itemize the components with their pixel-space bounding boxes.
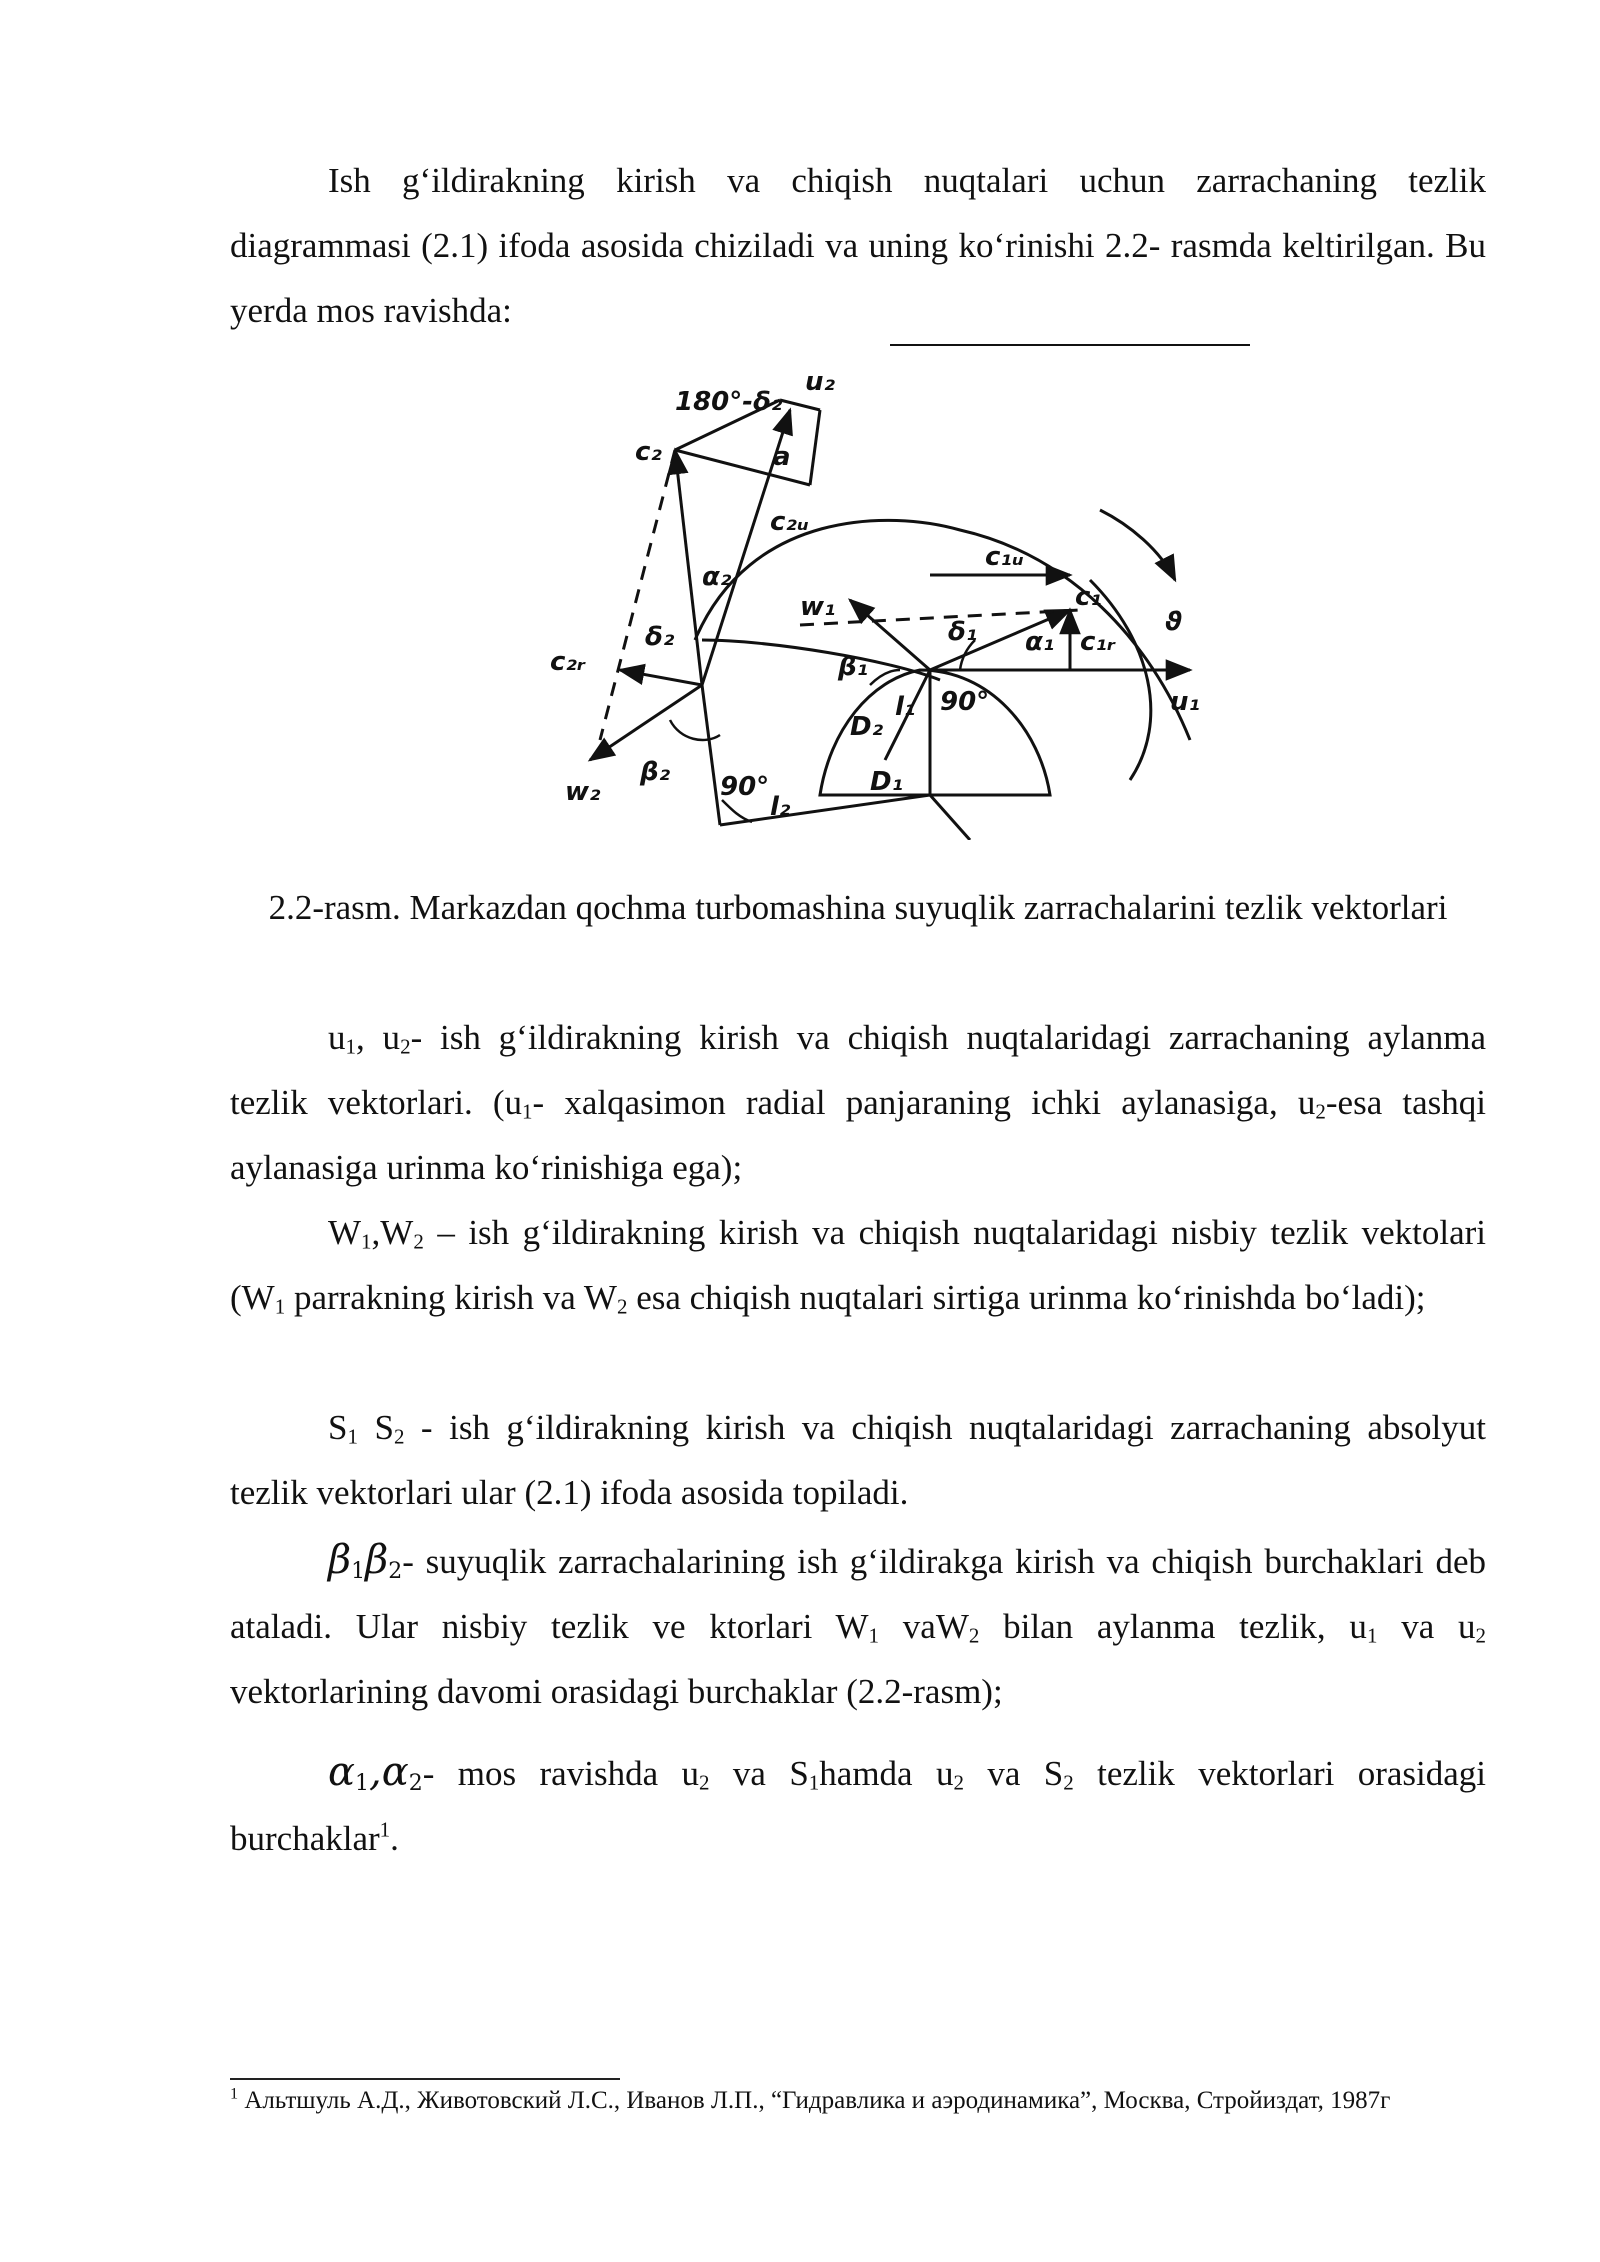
label-c1: c₁	[1075, 582, 1102, 612]
top-rect-b	[780, 400, 820, 410]
label-w1: w₁	[800, 592, 836, 622]
label-angle-top: 180°-δ₂	[675, 387, 783, 417]
label-l2: l₂	[770, 792, 791, 822]
alpha2-symbol: $\alpha_2$	[381, 1749, 423, 1796]
label-w2: w₂	[565, 777, 601, 807]
top-rect-c	[810, 410, 820, 485]
label-l1: l₁	[895, 692, 916, 722]
label-D1: D₁	[870, 767, 903, 797]
deg90-arc	[722, 800, 752, 822]
c2-vector	[675, 450, 702, 685]
label-delta2: δ₂	[645, 622, 675, 652]
paragraph-w-vectors: $W_1,W_2$ – ish g‘ildirakning kirish va chiqish nuqtalaridagi nisbiy tezlik vektolari ($W_1$ parrakning kirish va $W_2$ esa chiqish nuqtalari sirtiga urinma ko‘rinishda bo‘ladi);	[230, 1213, 1486, 1319]
label-delta1: δ₁	[948, 617, 978, 647]
label-alpha1: α₁	[1025, 627, 1055, 657]
c2r-vector	[620, 670, 702, 685]
label-deg90-bottom: 90°	[720, 772, 770, 802]
label-c2: c₂	[635, 437, 662, 467]
beta2-symbol: $\beta_2$	[365, 1537, 403, 1584]
velocity-diagram-figure	[470, 340, 1250, 840]
beta2-arc	[670, 720, 720, 740]
footnote-ref: 1	[379, 1817, 391, 1842]
bottom-left-line	[702, 685, 720, 825]
label-u2: u₂	[805, 367, 835, 397]
paragraph-alpha-angles: $\alpha_1,\alpha_2-$ mos ravishda $u_2$ va $S_1hamda$ $u_2$ va $S_2$ tezlik vektorlari orasidagi burchaklar$^1$.	[230, 1749, 1487, 1858]
label-alpha2: α₂	[702, 562, 732, 592]
intro-paragraph: Ish g‘ildirakning kirish va chiqish nuqtalari uchun zarrachaning tezlik diagrammasi (2.1) ifoda asosida chiziladi va uning ko‘rinishi 2.2- rasmda keltirilgan. Bu yerda mos ravishda:	[230, 161, 1486, 330]
label-omega: ϑ	[1165, 607, 1183, 637]
label-c1r: c₁ᵣ	[1080, 627, 1116, 657]
label-c1u: c₁ᵤ	[985, 542, 1024, 572]
label-c2u: c₂ᵤ	[770, 507, 809, 537]
label-a-mark: a	[773, 442, 791, 472]
footnote-mark: 1	[230, 2084, 239, 2103]
beta1-symbol: $\beta_1$	[328, 1537, 366, 1584]
paragraph-beta-angles: $\beta_1\beta_2-$ suyuqlik zarrachalarining ish g‘ildirakga kirish va chiqish burchaklari deb ataladi. Ular nisbiy tezlik ve ktorlari $W_1$ vaW$_2$ bilan aylanma tezlik, $u_1$ va $u_2$ vektorlarining davomi orasidagi burchaklar (2.2-rasm);	[230, 1537, 1486, 1711]
figure-caption: 2.2-rasm. Markazdan qochma turbomashina suyuqlik zarrachalarini tezlik vektorlari	[268, 888, 1448, 927]
footnote: $^1$ Альтшуль А.Д., Животовский Л.С., Иванов Л.П., “Гидравлика и аэродинамика”, Москва, Стройиздат, 1987г	[230, 2084, 1391, 2114]
w2-vector	[590, 685, 702, 760]
paragraph-u-vectors: $u_1$, $u_2-$ ish g‘ildirakning kirish va chiqish nuqtalaridagi zarrachaning aylanma tezlik vektorlari. ($u_1-$ xalqasimon radial panjaraning ichki aylanasiga, $u_2$-esa tashqi aylanasiga urinma ko‘rinishiga ega);	[230, 1018, 1487, 1187]
label-deg90-mid: 90°	[940, 687, 990, 717]
label-c2r: c₂ᵣ	[550, 647, 586, 677]
label-beta1: β₁	[838, 652, 868, 682]
label-D2: D₂	[850, 712, 883, 742]
label-u1: u₁	[1170, 687, 1200, 717]
rotation-arrow	[1100, 510, 1175, 580]
label-beta2: β₂	[640, 757, 670, 787]
alpha1-symbol: $\alpha_1$	[328, 1749, 370, 1796]
paragraph-s-vectors: $S_1$ $S_2$ - ish g‘ildirakning kirish va chiqish nuqtalaridagi zarrachaning absolyut tezlik vektorlari ular (2.1) ifoda asosida topiladi.	[230, 1408, 1486, 1512]
dashed-c2	[600, 450, 675, 740]
bottom-diagonal	[930, 795, 970, 840]
